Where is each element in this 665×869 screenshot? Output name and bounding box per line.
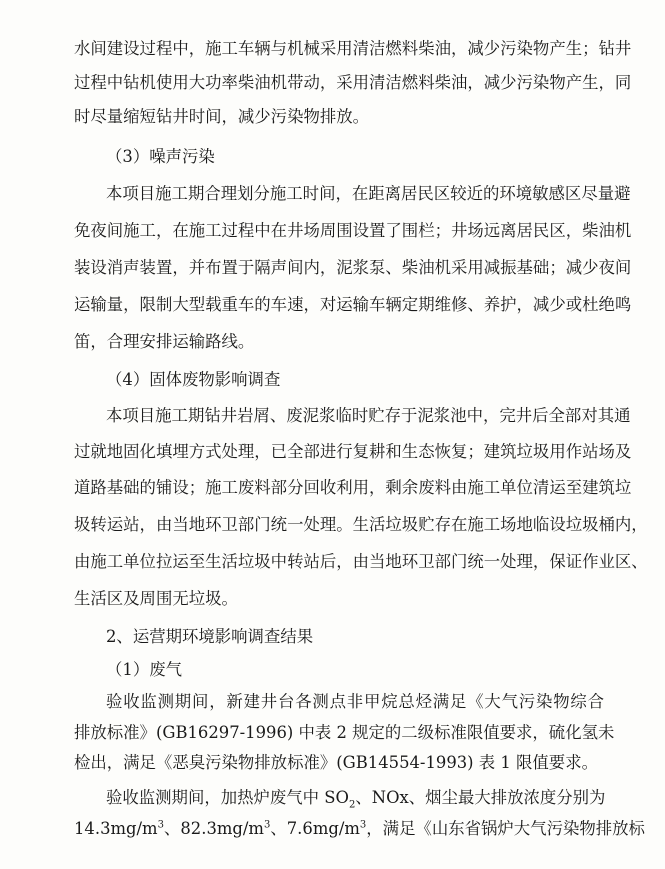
value-so2: 14.3mg/m	[74, 819, 158, 838]
text-line: 运输量，限制大型载重车的车速，对运输车辆定期维修、养护，减少或杜绝鸣	[74, 295, 632, 314]
text-line: 本项目施工期钻井岩屑、废泥浆临时贮存于泥浆池中，完井后全部对其通	[106, 406, 631, 425]
text-line: 时尽量缩短钻井时间，减少污染物排放。	[74, 107, 370, 126]
text-segment: ，满足《山东省锅炉大气污染物排放标	[366, 819, 645, 838]
section-heading-operation-period: 2、运营期环境影响调查结果	[106, 627, 314, 646]
text-line-emission-values	[74, 818, 645, 840]
text-line: 由施工单位拉运至生活垃圾中转站后，由当地环卫部门统一处理，保证作业区、	[74, 552, 648, 571]
text-line: 免夜间施工，在施工过程中在井场周围设置了围栏；井场远离居民区，柴油机	[74, 221, 632, 240]
superscript: 3	[263, 819, 271, 831]
value-nox: 82.3mg/m	[180, 819, 264, 838]
superscript: 3	[157, 819, 164, 831]
value-dust: 7.6mg/m	[286, 819, 360, 838]
text-segment: 、NOx、烟尘最大排放浓度分别为	[355, 788, 606, 807]
text-line: 生活区及周围无垃圾。	[74, 589, 238, 608]
separator: 、	[270, 819, 287, 838]
text-line: 圾转运站，由当地环卫部门统一处理。生活垃圾贮存在施工场地临设垃圾桶内，	[74, 515, 648, 534]
text-line: 过程中钻机使用大功率柴油机带动，采用清洁燃料柴油，减少污染物产生，同	[74, 73, 632, 92]
text-line: 道路基础的铺设；施工废料部分回收利用，剩余废料由施工单位清运至建筑垃	[74, 478, 632, 497]
text-line: 水间建设过程中，施工车辆与机械采用清洁燃料柴油，减少污染物产生；钻井	[74, 39, 632, 58]
text-line: 检出，满足《恶臭污染物排放标准》(GB14554-1993) 表 1 限值要求。	[74, 753, 598, 772]
text-segment: 验收监测期间，加热炉废气中 SO	[106, 788, 349, 807]
text-line: 排放标准》(GB16297-1996) 中表 2 规定的二级标准限值要求，硫化氢未	[74, 723, 615, 742]
section-heading-noise: （3）噪声污染	[106, 147, 215, 166]
text-line: 笛，合理安排运输路线。	[74, 332, 255, 351]
subscript: 2	[348, 799, 356, 811]
text-line: 装设消声装置，并布置于隔声间内，泥浆泵、柴油机采用减振基础；减少夜间	[74, 258, 632, 277]
section-heading-solid-waste: （4）固体废物影响调查	[106, 370, 281, 389]
separator: 、	[163, 819, 181, 838]
text-line: 本项目施工期合理划分施工时间，在距离居民区较近的环境敏感区尽量避	[106, 184, 631, 203]
text-line-emission-pollutants	[106, 787, 604, 809]
text-line: 过就地固化填埋方式处理，已全部进行复耕和生态恢复；建筑垃圾用作站场及	[74, 442, 632, 461]
text-line: 验收监测期间，新建井台各测点非甲烷总烃满足《大气污染物综合	[106, 692, 604, 711]
superscript: 3	[359, 819, 367, 831]
section-heading-exhaust-gas: （1）废气	[106, 660, 182, 679]
